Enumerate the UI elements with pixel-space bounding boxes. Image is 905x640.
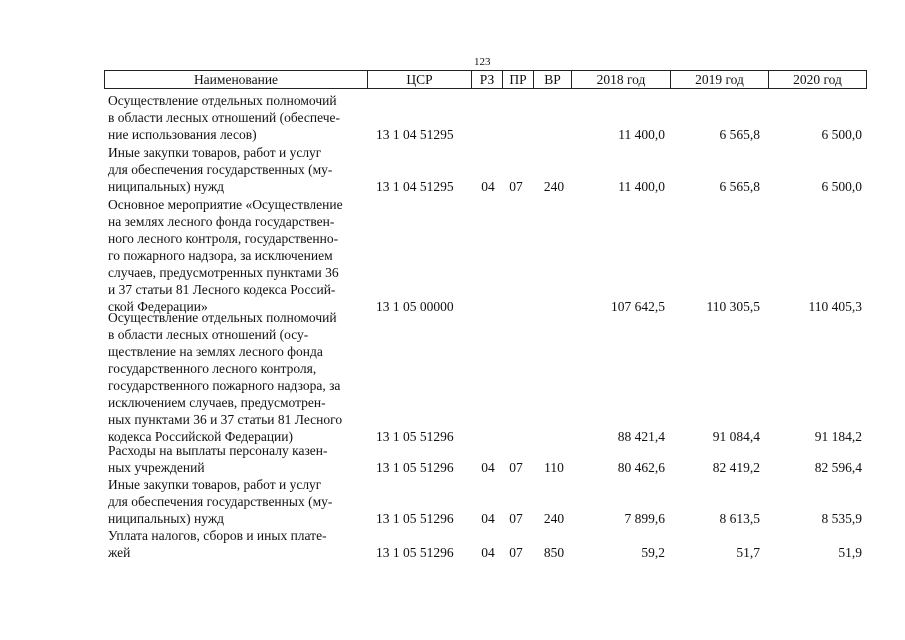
row-pr: 07 bbox=[509, 179, 523, 194]
row-name-line: для обеспечения государственных (му- bbox=[108, 494, 333, 509]
row-value-2019: 6 565,8 bbox=[719, 127, 760, 142]
row-name-line: случаев, предусмотренных пунктами 36 bbox=[108, 265, 339, 280]
row-name-line: Осуществление отдельных полномочий bbox=[108, 93, 337, 108]
header-pr: ПР bbox=[503, 71, 534, 88]
row-csr: 13 1 04 51295 bbox=[376, 127, 454, 142]
row-pr: 07 bbox=[509, 460, 523, 475]
table-row bbox=[0, 527, 905, 561]
row-value-2018: 7 899,6 bbox=[624, 511, 665, 526]
row-value-2020: 82 596,4 bbox=[814, 460, 862, 475]
header-csr: ЦСР bbox=[368, 71, 472, 88]
table-row bbox=[0, 92, 905, 143]
header-2020: 2020 год bbox=[793, 72, 842, 87]
row-name-line: ных учреждений bbox=[108, 460, 205, 475]
row-csr: 13 1 05 51296 bbox=[376, 429, 454, 444]
row-name-line: ние использования лесов) bbox=[108, 127, 257, 142]
row-vr: 240 bbox=[543, 511, 565, 526]
row-value-2018: 11 400,0 bbox=[618, 179, 665, 194]
row-rz: 04 bbox=[481, 511, 495, 526]
row-name bbox=[108, 527, 368, 561]
row-name-line: в области лесных отношений (осу- bbox=[108, 327, 309, 342]
row-value-2018: 88 421,4 bbox=[617, 429, 665, 444]
row-csr: 13 1 05 51296 bbox=[376, 545, 454, 560]
table-row bbox=[0, 144, 905, 195]
row-vr: 110 bbox=[544, 460, 564, 475]
row-value-2020: 110 405,3 bbox=[808, 299, 862, 314]
page-number: 123 bbox=[474, 56, 491, 68]
row-name-line: Основное мероприятие «Осуществление bbox=[108, 197, 343, 212]
row-name-line: на землях лесного фонда государствен- bbox=[108, 214, 335, 229]
row-name-line: ных пунктами 36 и 37 статьи 81 Лесного bbox=[108, 412, 343, 427]
row-rz: 04 bbox=[481, 545, 495, 560]
row-name-line: Осуществление отдельных полномочий bbox=[108, 310, 337, 325]
row-value-2020: 51,9 bbox=[838, 545, 862, 560]
row-name-line: государственного лесного контроля, bbox=[108, 361, 317, 376]
header-vr: ВР bbox=[534, 71, 572, 88]
table-row bbox=[0, 309, 905, 445]
row-name-line: жей bbox=[108, 545, 131, 560]
header-name: Наименование bbox=[105, 71, 368, 88]
row-value-2020: 91 184,2 bbox=[814, 429, 862, 444]
row-name-line: ской Федерации» bbox=[108, 299, 208, 314]
row-name-line: Иные закупки товаров, работ и услуг bbox=[108, 145, 322, 160]
row-name-line: Иные закупки товаров, работ и услуг bbox=[108, 477, 322, 492]
row-vr: 850 bbox=[543, 545, 565, 560]
row-csr: 13 1 05 51296 bbox=[376, 511, 454, 526]
row-name-line: и 37 статьи 81 Лесного кодекса Россий- bbox=[108, 282, 336, 297]
row-pr: 07 bbox=[509, 511, 523, 526]
row-name-line: кодекса Российской Федерации) bbox=[108, 429, 293, 444]
row-value-2019: 110 305,5 bbox=[706, 299, 760, 314]
row-value-2019: 8 613,5 bbox=[719, 511, 760, 526]
header-2019: 2019 год bbox=[671, 71, 769, 88]
row-value-2019: 82 419,2 bbox=[712, 460, 760, 475]
row-name-line: Уплата налогов, сборов и иных плате- bbox=[108, 528, 327, 543]
row-csr: 13 1 05 51296 bbox=[376, 460, 454, 475]
row-name-line: го пожарного надзора, за исключением bbox=[108, 248, 333, 263]
row-rz: 04 bbox=[481, 460, 495, 475]
header-rz: РЗ bbox=[472, 71, 503, 88]
row-name-line: ниципальных) нужд bbox=[108, 179, 225, 194]
row-name bbox=[108, 92, 368, 143]
row-name-line: ного лесного контроля, государственно- bbox=[108, 231, 339, 246]
row-pr: 07 bbox=[509, 545, 523, 560]
row-csr: 13 1 05 00000 bbox=[376, 299, 454, 314]
row-name bbox=[108, 442, 368, 476]
row-value-2019: 91 084,4 bbox=[712, 429, 760, 444]
row-name-line: ществление на землях лесного фонда bbox=[108, 344, 323, 359]
header-2018: 2018 год bbox=[572, 71, 671, 88]
row-value-2019: 6 565,8 bbox=[719, 179, 760, 194]
row-value-2020: 8 535,9 bbox=[821, 511, 862, 526]
row-name bbox=[108, 309, 368, 445]
row-name-line: государственного пожарного надзора, за bbox=[108, 378, 341, 393]
row-name-line: Расходы на выплаты персоналу казен- bbox=[108, 443, 328, 458]
row-value-2020: 6 500,0 bbox=[821, 179, 862, 194]
row-value-2019: 51,7 bbox=[736, 545, 760, 560]
row-value-2018: 80 462,6 bbox=[617, 460, 665, 475]
row-name-line: для обеспечения государственных (му- bbox=[108, 162, 333, 177]
table-row bbox=[0, 442, 905, 476]
row-name bbox=[108, 476, 368, 527]
row-value-2018: 11 400,0 bbox=[618, 127, 665, 142]
table-header bbox=[104, 70, 867, 89]
row-value-2018: 107 642,5 bbox=[611, 299, 665, 314]
row-name-line: ниципальных) нужд bbox=[108, 511, 225, 526]
table-row bbox=[0, 476, 905, 527]
row-rz: 04 bbox=[481, 179, 495, 194]
row-name-line: в области лесных отношений (обеспече- bbox=[108, 110, 341, 125]
table-row bbox=[0, 196, 905, 315]
row-value-2020: 6 500,0 bbox=[821, 127, 862, 142]
row-name bbox=[108, 144, 368, 195]
row-value-2018: 59,2 bbox=[641, 545, 665, 560]
row-name bbox=[108, 196, 368, 315]
row-csr: 13 1 04 51295 bbox=[376, 179, 454, 194]
row-name-line: исключением случаев, предусмотрен- bbox=[108, 395, 326, 410]
row-vr: 240 bbox=[543, 179, 565, 194]
